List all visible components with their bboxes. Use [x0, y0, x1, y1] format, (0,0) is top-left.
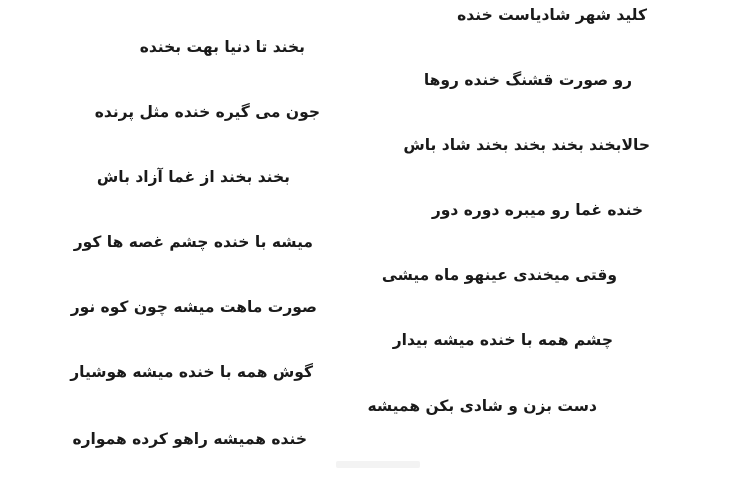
- poem-line-1: کلید شهر شادیاست خنده: [457, 6, 647, 24]
- poem-line-3: رو صورت قشنگ خنده روها: [423, 71, 632, 89]
- poem-line-11: چشم همه با خنده میشه بیدار: [392, 331, 613, 349]
- poem-line-13: دست بزن و شادی بکن همیشه: [367, 397, 597, 415]
- poem-line-6: بخند بخند از غما آزاد باش: [96, 168, 290, 186]
- faint-watermark: [336, 461, 420, 468]
- poem-line-8: میشه با خنده چشم غصه ها کور: [73, 233, 313, 251]
- poem-line-12: گوش همه با خنده میشه هوشیار: [70, 363, 313, 381]
- poem-line-2: بخند تا دنیا بهت بخنده: [139, 38, 305, 56]
- poem-line-7: خنده غما رو میبره دوره دور: [431, 201, 643, 219]
- poem-line-5: حالابخند بخند بخند بخند شاد باش: [403, 136, 650, 154]
- poem-line-14: خنده همیشه راهو کرده همواره: [72, 430, 307, 448]
- poem-line-9: وقتی میخندی عینهو ماه میشی: [381, 266, 617, 284]
- poem-line-4: جون می گیره خنده مثل پرنده: [94, 103, 320, 121]
- poem-line-10: صورت ماهت میشه چون کوه نور: [70, 298, 317, 316]
